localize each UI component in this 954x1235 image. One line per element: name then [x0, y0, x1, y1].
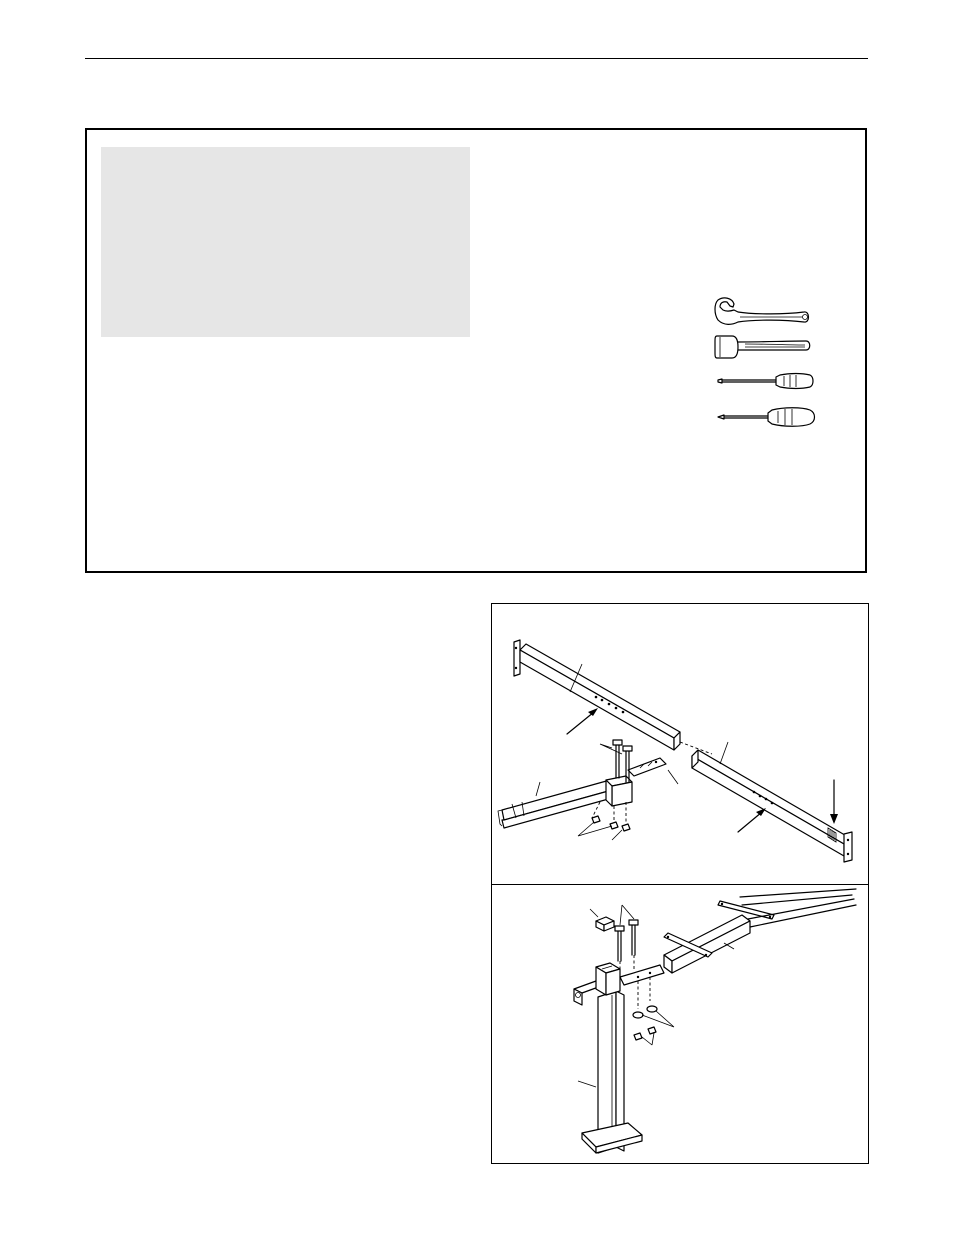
- notice-panel: [101, 147, 470, 337]
- rubber-mallet-icon: [715, 336, 810, 358]
- header-rule: [85, 58, 868, 59]
- figure-1-panel: [491, 603, 869, 886]
- upright-post-assembly-illustration: [574, 889, 856, 1153]
- figure-2-panel: [491, 884, 869, 1164]
- tools-illustration: [710, 292, 820, 432]
- phillips-screwdriver-icon: [718, 408, 815, 427]
- flat-screwdriver-icon: [718, 374, 813, 389]
- crossbar-assembly-illustration: [498, 640, 852, 862]
- adjustable-wrench-icon: [715, 298, 809, 324]
